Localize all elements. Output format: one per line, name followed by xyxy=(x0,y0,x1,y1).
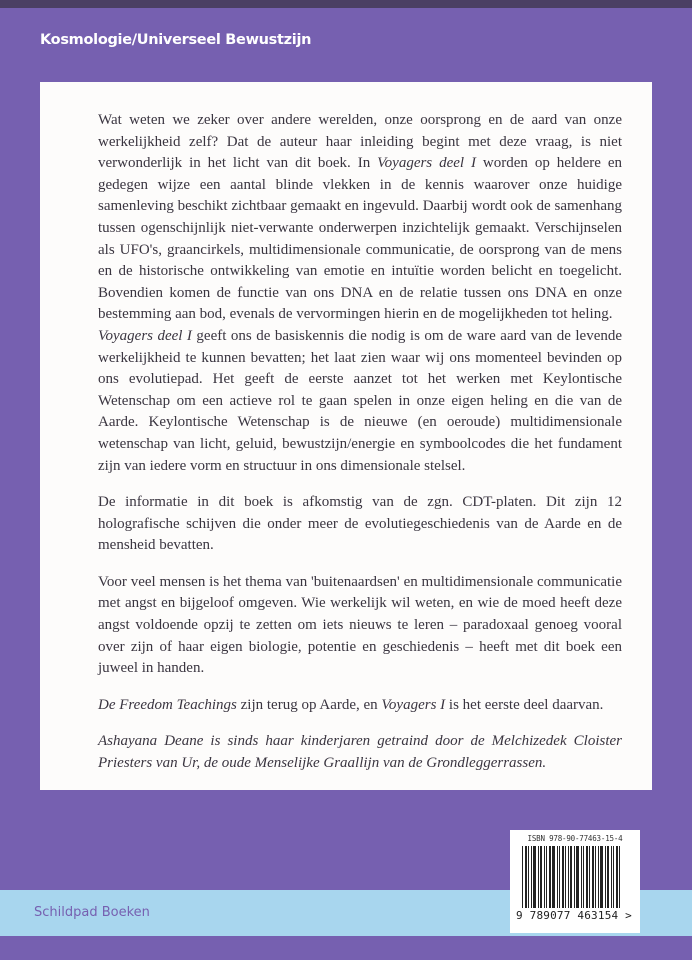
barcode-bar xyxy=(544,846,545,908)
text-segment: worden op heldere en gedegen wijze een aantal blinde vlekken in de kennis waarover onze huidige samenleving beschikt zichtbaar gemaakt en ingevuld. Daarbij wordt ook de samenhang tussen ogenschijnlijk niet-verwante onderwerpen inzichtelijk gemaakt. Verschijnselen als UFO's, graancirkels, multidimensionale communicatie, de oorsprong van de mens en de historische ontwikkeling van emotie en intuïtie worden belicht en toegelicht. Bovendien komen de functie van ons DNA en de relatie tussen ons DNA en onze bestemming aan bod, evenals de vervormingen hierin en de mogelijkheden tot heling. xyxy=(98,155,623,323)
blurb-paragraph xyxy=(98,695,622,717)
barcode-bar xyxy=(616,846,618,908)
barcode-bar xyxy=(528,846,529,908)
barcode-bars xyxy=(522,846,634,908)
barcode-bar xyxy=(522,846,523,908)
italic-text: Voyagers I xyxy=(381,696,446,713)
blurb-box xyxy=(40,82,652,790)
barcode-bar xyxy=(581,846,582,908)
barcode-bar xyxy=(592,846,594,908)
blurb-paragraph xyxy=(98,731,622,774)
barcode-bar xyxy=(559,846,560,908)
text-segment: zijn terug op Aarde, en xyxy=(236,696,382,713)
text-segment: Ashayana Deane is sinds haar kinderjaren getraind door de Melchizedek Cloister Priesters van Ur, de oude Menselijke Graallijn van de Grondleggerrassen. xyxy=(98,733,622,772)
barcode-bar xyxy=(557,846,558,908)
barcode-bar xyxy=(565,846,566,908)
italic-text: De Freedom Teachings xyxy=(98,696,237,713)
category-label: Kosmologie/Universeel Bewustzijn xyxy=(40,32,312,48)
barcode-bar xyxy=(611,846,612,908)
barcode-bar xyxy=(595,846,596,908)
italic-text: Voyagers deel I xyxy=(98,327,192,344)
blurb-paragraph xyxy=(98,110,622,326)
barcode-bar xyxy=(540,846,542,908)
blurb-paragraph xyxy=(98,492,622,557)
text-segment: is het eerste deel daarvan. xyxy=(445,696,604,713)
barcode-bar xyxy=(607,846,609,908)
blurb-paragraph xyxy=(98,326,622,477)
top-edge xyxy=(0,0,692,8)
ean-number: 9 789077 463154 > xyxy=(516,909,632,922)
barcode-bar xyxy=(619,846,620,908)
text-segment: Wat weten we zeker over andere werelden, onze oorsprong en de aard van onze werkelijkheid zelf? Dat de auteur haar inleiding begint met deze vraag, is niet verwonderlijk in het licht van dit boek. In xyxy=(98,112,622,172)
barcode-bar xyxy=(583,846,584,908)
barcode-bar xyxy=(589,846,590,908)
barcode xyxy=(510,830,640,933)
isbn-label: ISBN 978-90-77463-15-4 xyxy=(527,834,623,843)
barcode-bar xyxy=(546,846,547,908)
barcode-bar xyxy=(562,846,564,908)
barcode-bar xyxy=(574,846,575,908)
publisher-name: Schildpad Boeken xyxy=(34,905,150,920)
barcode-bar xyxy=(549,846,551,908)
barcode-bar xyxy=(576,846,579,908)
barcode-bar xyxy=(598,846,599,908)
barcode-bar xyxy=(552,846,555,908)
barcode-bar xyxy=(613,846,614,908)
italic-text: Voyagers deel I xyxy=(377,155,476,172)
text-segment: geeft ons de basiskennis die nodig is om de ware aard van de levende werkelijkheid te kunnen bevatten; het laat zien waar wij ons momenteel bevinden op ons evolutiepad. Het geeft de eerste aanzet tot het werken met Keylontische Wetenschap om een actieve rol te gaan spelen in onze eigen heling en die van de Aarde. Keylontische Wetenschap is de nieuwe (en oeroude) multidimensionale wetenschap van licht, geluid, bewustzijn/energie en symboolcodes die het fundament zijn van iedere vorm en structuur in ons dimensionale stelsel. xyxy=(98,327,623,474)
barcode-bar xyxy=(533,846,536,908)
barcode-bar xyxy=(525,846,527,908)
barcode-bar xyxy=(570,846,572,908)
blurb-paragraph xyxy=(98,572,622,680)
barcode-bar xyxy=(586,846,588,908)
text-segment: Voor veel mensen is het thema van 'buitenaardsen' en multidimensionale communicatie met angst en bijgeloof omgeven. Wie werkelijk wil weten, en wie de moed heeft deze angst voldoende opzij te zetten om iets nieuws te leren – paradoxaal genoeg vooral over zijn of haar eigen biologie, potentie en geschiedenis – heeft met dit boek een juweel in handen. xyxy=(98,573,622,677)
barcode-bar xyxy=(538,846,539,908)
text-segment: De informatie in dit boek is afkomstig van de zgn. CDT-platen. Dit zijn 12 holografische schijven die onder meer de evolutiegeschiedenis van de Aarde en de mensheid bevatten. xyxy=(98,494,622,554)
barcode-bar xyxy=(600,846,603,908)
barcode-bar xyxy=(605,846,606,908)
barcode-bar xyxy=(531,846,532,908)
barcode-bar xyxy=(568,846,569,908)
